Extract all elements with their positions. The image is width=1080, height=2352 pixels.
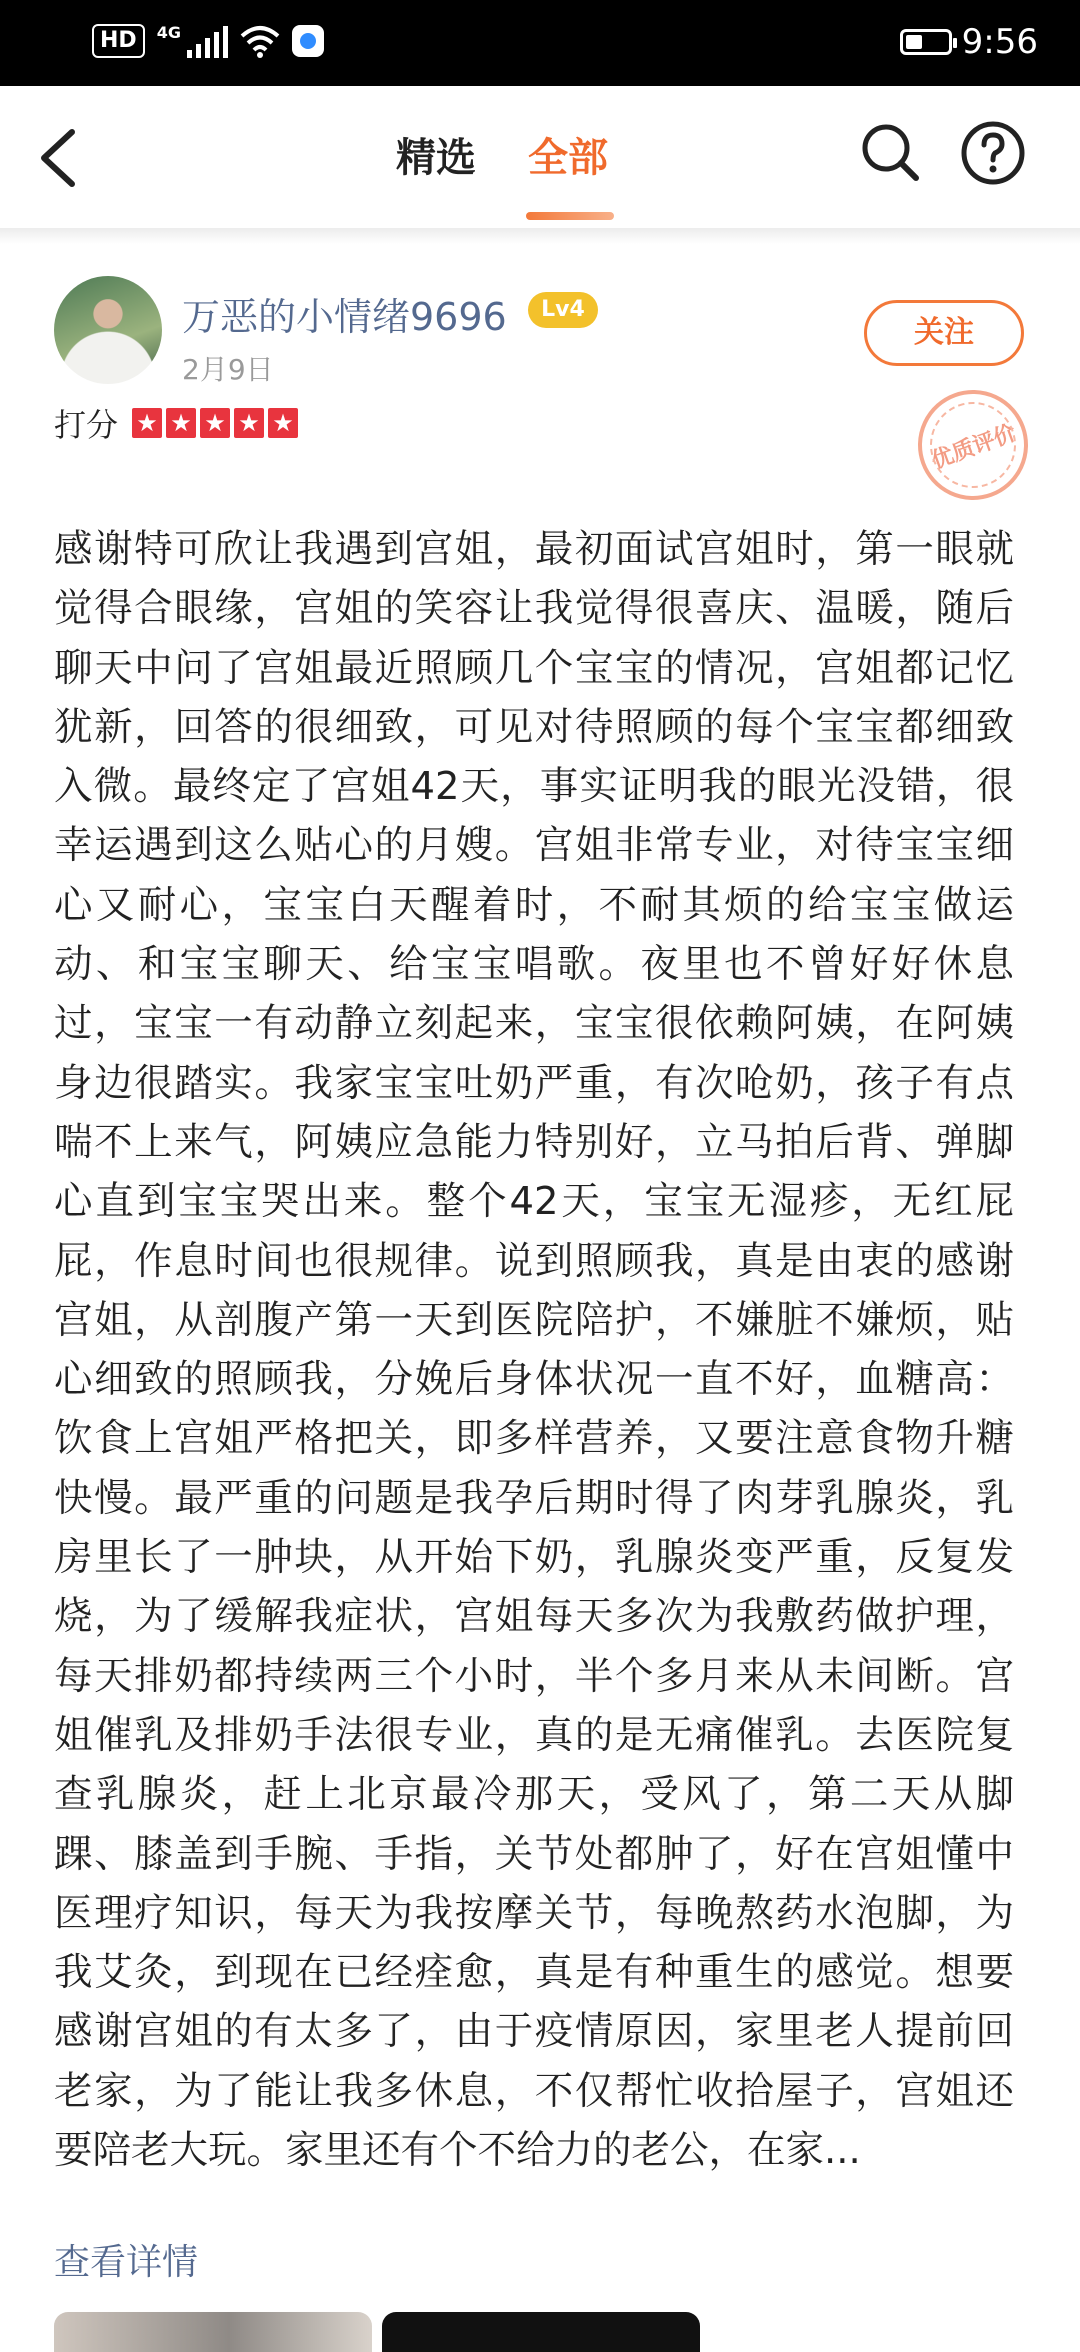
top-nav xyxy=(0,86,1080,230)
quality-review-stamp: 优质评价 xyxy=(903,375,1044,516)
hd-indicator: HD xyxy=(92,24,145,58)
header-divider xyxy=(0,228,1080,244)
star-icon: ★ xyxy=(234,408,264,438)
rating-label: 打分 xyxy=(54,406,119,444)
level-badge: Lv4 xyxy=(528,292,598,328)
status-bar xyxy=(0,0,1080,86)
app-notification-icon xyxy=(292,25,324,57)
rating-row xyxy=(54,400,298,446)
back-arrow-icon xyxy=(28,122,88,194)
back-button[interactable] xyxy=(28,122,88,194)
star-icon: ★ xyxy=(200,408,230,438)
review-date: 2月9日 xyxy=(182,353,274,386)
view-details-link[interactable]: 查看详情 xyxy=(54,2242,199,2283)
network-type: 4G xyxy=(156,22,181,42)
question-mark-icon xyxy=(960,120,1026,186)
reviewer-name[interactable]: 万恶的小情绪9696 xyxy=(182,295,507,339)
wifi-icon xyxy=(240,24,280,58)
search-button[interactable] xyxy=(858,120,922,184)
user-avatar[interactable] xyxy=(54,276,162,384)
review-text: 感谢特可欣让我遇到宫姐，最初面试宫姐时，第一眼就觉得合眼缘，宫姐的笑容让我觉得很喜庆、温暖，随后聊天中问了宫姐最近照顾几个宝宝的情况，宫姐都记忆犹新，回答的很细致，可见对待照顾的每个宝宝都细致入微。最终定了宫姐42天，事实证明我的眼光没错，很幸运遇到这么贴心的月嫂。宫姐非常专业，对待宝宝细心又耐心，宝宝白天醒着时，不耐其烦的给宝宝做运动、和宝宝聊天、给宝宝唱歌。夜里也不曾好好休息过，宝宝一有动静立刻起来，宝宝很依赖阿姨，在阿姨身边很踏实。我家宝宝吐奶严重，有次呛奶，孩子有点喘不上来气，阿姨应急能力特别好，立马拍后背、弹脚心直到宝宝哭出来。整个42天，宝宝无湿疹，无红屁屁，作息时间也很规律。说到照顾我，真是由衷的感谢宫姐，从剖腹产第一天到医院陪护，不嫌脏不嫌烦，贴心细致的照顾我，分娩后身体状况一直不好，血糖高：饮食上宫姐严格把关，即多样营养，又要注意食物升糖快慢。最严重的问题是我孕后期时得了肉芽乳腺炎，乳房里长了一肿块，从开始下奶，乳腺炎变严重，反复发烧，为了缓解我症状，宫姐每天多次为我敷药做护理，每天排奶都持续两三个小时，半个多月来从未间断。宫姐催乳及排奶手法很专业，真的是无痛催乳。去医院复查乳腺炎，赶上北京最冷那天，受风了，第二天从脚踝、膝盖到手腕、手指，关节处都肿了，好在宫姐懂中医理疗知识，每天为我按摩关节，每晚熬药水泡脚，为我艾灸，到现在已经痊愈，真是有种重生的感觉。想要感谢宫姐的有太多了，由于疫情原因，家里老人提前回老家，为了能让我多休息，不仅帮忙收拾屋子，宫姐还要陪老大玩。家里还有个不给力的老公，在家... xyxy=(54,527,1014,2174)
search-icon xyxy=(858,120,922,184)
signal-icon xyxy=(187,24,228,58)
star-icon: ★ xyxy=(268,408,298,438)
help-button[interactable] xyxy=(960,120,1026,186)
battery-icon xyxy=(900,29,952,55)
star-icon: ★ xyxy=(132,408,162,438)
rating-stars xyxy=(132,408,298,438)
star-icon: ★ xyxy=(166,408,196,438)
follow-button[interactable]: 关注 xyxy=(864,300,1024,366)
review-photo[interactable] xyxy=(382,2312,700,2352)
active-tab-indicator xyxy=(526,212,614,220)
tab-all[interactable]: 全部 xyxy=(528,135,608,181)
review-photo[interactable] xyxy=(54,2312,372,2352)
clock: 9:56 xyxy=(961,22,1038,62)
tab-featured[interactable]: 精选 xyxy=(396,135,476,181)
